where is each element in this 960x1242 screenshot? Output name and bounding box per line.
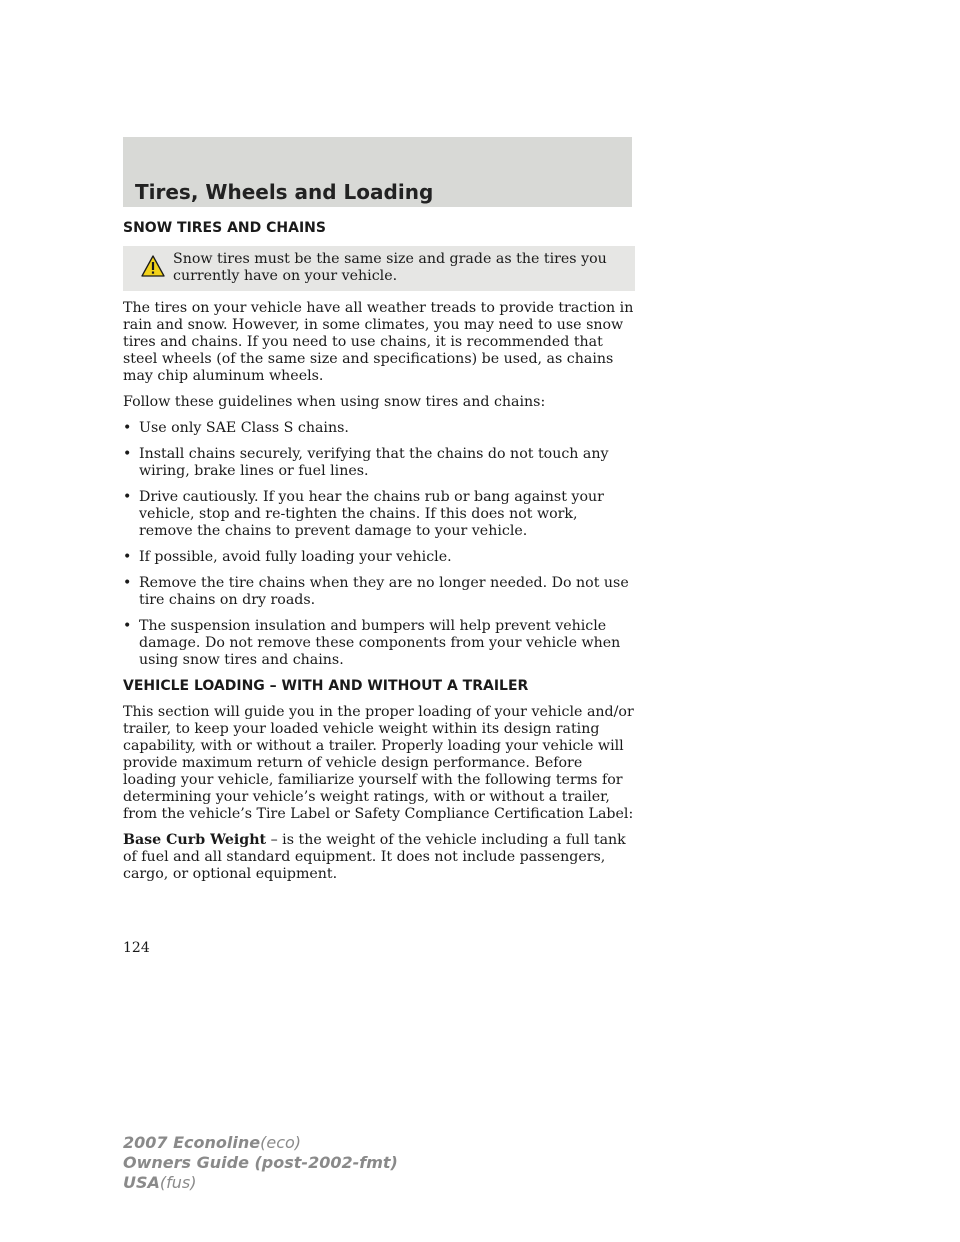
section-header-bar: [123, 137, 632, 207]
footer-line-1: 2007 Econoline(eco): [123, 1133, 302, 1152]
bullet-icon: •: [123, 489, 132, 505]
bullet-icon: •: [123, 549, 132, 565]
footer-line-3: USA(fus): [123, 1173, 197, 1192]
list-item: • Remove the tire chains when they are no longer needed. Do not use tire chains on dry roads.: [123, 575, 629, 608]
bullet-icon: •: [123, 618, 132, 634]
page-number: 124: [123, 940, 150, 956]
guidelines-list: [123, 420, 635, 669]
bullet-icon: •: [123, 575, 132, 591]
paragraph-all-weather-treads: The tires on your vehicle have all weather treads to provide traction in rain and snow. However, in some climates, you may need to use snow tires and chains. If you need to use chains, it is recommended that steel wheels (of the same size and specifications) be used, as chains may chip aluminum wheels.: [123, 300, 634, 384]
list-item: • Drive cautiously. If you hear the chains rub or bang against your vehicle, stop and re-tighten the chains. If this does not work, remove the chains to prevent damage to your vehicle.: [123, 489, 604, 539]
list-item: • Use only SAE Class S chains.: [123, 420, 349, 436]
warning-box: [123, 246, 635, 291]
paragraph-loading-intro: This section will guide you in the proper loading of your vehicle and/or trailer, to keep your loaded vehicle weight within its design rating capability, with or without a trailer. Properly loading your vehicle will provide maximum return of vehicle design performance. Before loading your vehicle, familiarize yourself with the following terms for determining your vehicle’s weight ratings, with or without a trailer, from the vehicle’s Tire Label or Safety Compliance Certification Label:: [123, 704, 634, 822]
list-item: • Install chains securely, verifying that the chains do not touch any wiring, brake lines or fuel lines.: [123, 446, 609, 479]
warning-triangle-icon: [141, 255, 165, 277]
paragraph-base-curb-weight: [123, 832, 635, 883]
term-base-curb-weight: Base Curb Weight: [123, 832, 267, 848]
footer-line-2: Owners Guide (post-2002-fmt): [123, 1153, 398, 1172]
section-heading-vehicle-loading: VEHICLE LOADING – WITH AND WITHOUT A TRAILER: [123, 678, 529, 694]
paragraph-guidelines-intro: Follow these guidelines when using snow tires and chains:: [123, 394, 546, 410]
bullet-icon: •: [123, 420, 132, 436]
document-footer: [123, 1133, 398, 1193]
list-item: • If possible, avoid fully loading your vehicle.: [123, 549, 452, 565]
section-heading-snow-tires: SNOW TIRES AND CHAINS: [123, 220, 326, 236]
page-content: [123, 220, 635, 892]
bullet-icon: •: [123, 446, 132, 462]
term-definition: – is the weight of the vehicle including a full tank of fuel and all standard equipment. It does not include passengers, cargo, or optional equipment.: [123, 832, 626, 882]
list-item: • The suspension insulation and bumpers will help prevent vehicle damage. Do not remove these components from your vehicle when using snow tires and chains.: [123, 618, 621, 668]
chapter-title: Tires, Wheels and Loading: [135, 180, 434, 204]
warning-text: Snow tires must be the same size and grade as the tires you currently have on your vehicle.: [173, 251, 607, 284]
